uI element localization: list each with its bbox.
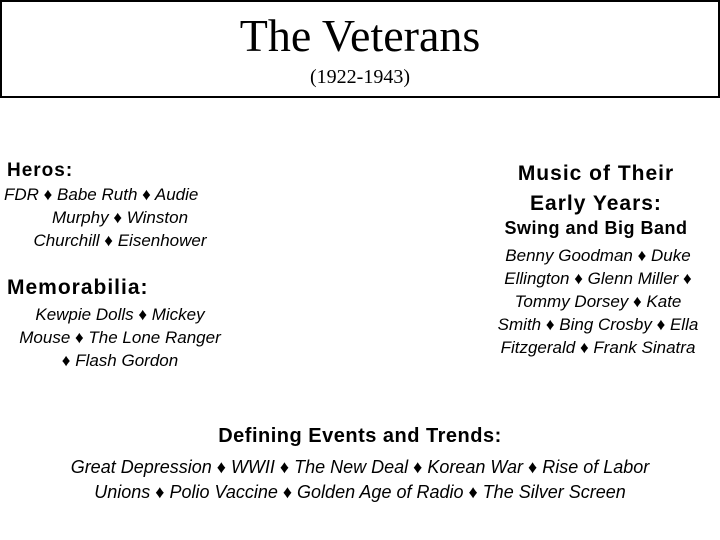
music-line-1: Benny Goodman ♦ Duke [505,246,691,265]
music-heading-line-1: Music of Their [517,162,675,185]
music-line-4: Smith ♦ Bing Crosby ♦ Ella [497,315,699,334]
title-box [0,0,720,98]
music-heading [472,159,720,219]
memorabilia-line-3: ♦ Flash Gordon [61,351,179,370]
heros-heading: Heros: [7,160,74,181]
events-line-2: Unions ♦ Polio Vaccine ♦ Golden Age of Radio ♦ The Silver Screen [94,482,626,502]
heros-line-2: Murphy ♦ Winston [51,208,189,227]
memorabilia-list [4,303,236,372]
music-subheading: Swing and Big Band [504,218,688,238]
page-subtitle: (1922-1943) [310,66,410,88]
music-list [477,244,719,359]
memorabilia-line-1: Kewpie Dolls ♦ Mickey [35,305,205,324]
heros-list [4,183,236,252]
heros-line-1: FDR ♦ Babe Ruth ♦ Audie [4,185,199,204]
events-line-1: Great Depression ♦ WWII ♦ The New Deal ♦ Korean War ♦ Rise of Labor [70,457,650,477]
memorabilia-heading: Memorabilia: [7,276,149,299]
memorabilia-line-2: Mouse ♦ The Lone Ranger [19,328,221,347]
page-title: The Veterans [239,10,481,61]
music-line-5: Fitzgerald ♦ Frank Sinatra [500,338,696,357]
music-line-2: Ellington ♦ Glenn Miller ♦ [504,269,692,288]
music-heading-line-2: Early Years: [530,192,662,215]
events-heading: Defining Events and Trends: [218,425,502,447]
heros-line-3: Churchill ♦ Eisenhower [33,231,207,250]
music-line-3: Tommy Dorsey ♦ Kate [514,292,682,311]
events-list [0,455,720,505]
